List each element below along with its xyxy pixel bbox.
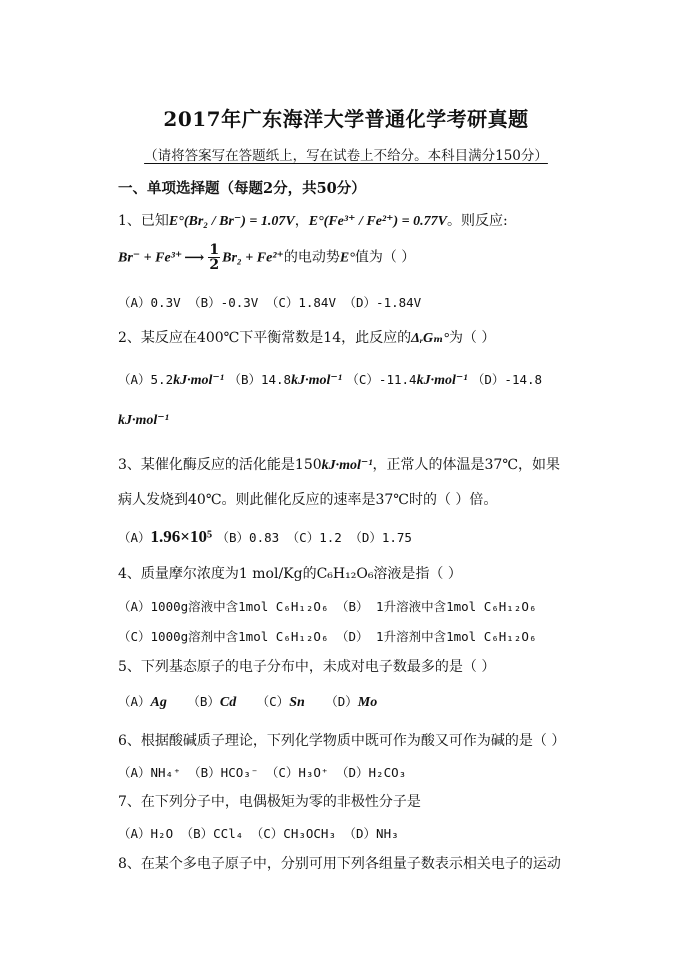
question-5-stem: 5、下列基态原子的电子分布中，未成对电子数最多的是（ ） <box>118 659 496 675</box>
instructions-text: （请将答案写在答题纸上，写在试卷上不给分。本科目满分150分） <box>144 148 548 164</box>
question-6-options: （A）NH₄⁺ （B）HCO₃⁻ （C）H₃O⁺ （D）H₂CO₃ <box>118 765 407 780</box>
question-7-stem: 7、在下列分子中，电偶极矩为零的非极性分子是 <box>118 794 421 810</box>
question-1-reaction: Br⁻ + Fe³⁺ ⟶ $\frac{1}{2}$ Br₂ + Fe²⁺的电动势E°值为（ ） <box>118 242 416 273</box>
reaction-arrow: ⟶ <box>184 250 205 266</box>
formula-e-br: E°(Br₂ / Br⁻) = 1.07V <box>168 214 295 229</box>
question-2-stem: 2、某反应在400℃下平衡常数是14，此反应的ΔᵣGₘ°为（ ） <box>118 330 496 346</box>
page-title: 2017年广东海洋大学普通化学考研真题 <box>163 107 529 131</box>
question-3-stem-line1: 3、某催化酶反应的活化能是150kJ·mol⁻¹，正常人的体温是37℃，如果 <box>118 457 560 473</box>
formula-e-fe: E°(Fe³⁺ / Fe²⁺) = 0.77V <box>308 214 447 229</box>
question-7-options: （A）H₂O （B）CCl₄ （C）CH₃OCH₃ （D）NH₃ <box>118 826 399 841</box>
reaction-reactants: Br⁻ + Fe³⁺ <box>118 250 183 266</box>
question-5-options: （A）Ag （B）Cd （C）Sn （D）Mo <box>118 694 378 710</box>
exam-instructions <box>0 144 692 164</box>
emf-symbol: E° <box>339 250 355 266</box>
gibbs-symbol: ΔᵣGₘ° <box>411 331 449 346</box>
option-a-value: 1.96×10⁵ <box>150 527 213 546</box>
question-4-options-cd: （C）1000g溶剂中含1mol C₆H₁₂O₆ （D） 1升溶剂中含1mol C₆H₁₂O₆ <box>118 629 537 644</box>
section-heading: 一、单项选择题（每题2分，共50分） <box>118 180 366 197</box>
question-1-options: （A）0.3V （B）-0.3V （C）1.84V （D）-1.84V <box>118 295 422 310</box>
question-2-options: （A）5.2kJ·mol⁻¹ （B）14.8kJ·mol⁻¹ （C）-11.4kJ·mol⁻¹ （D）-14.8 <box>118 372 543 388</box>
question-4-stem: 4、质量摩尔浓度为1 mol/Kg的C₆H₁₂O₆溶液是指（ ） <box>118 566 462 582</box>
reaction-products: Br₂ + Fe²⁺ <box>222 250 284 266</box>
question-4-options-ab: （A）1000g溶液中含1mol C₆H₁₂O₆ （B） 1升溶液中含1mol C₆H₁₂O₆ <box>118 599 537 614</box>
question-6-stem: 6、根据酸碱质子理论，下列化学物质中既可作为酸又可作为碱的是（ ） <box>118 733 566 749</box>
question-3-options: （A）1.96×10⁵ （B）0.83 （C）1.2 （D）1.75 <box>118 527 412 546</box>
question-8-stem: 8、在某个多电子原子中，分别可用下列各组量子数表示相关电子的运动 <box>118 856 561 872</box>
question-1-stem: 1、已知E°(Br₂ / Br⁻) = 1.07V，E°(Fe³⁺ / Fe²⁺) = 0.77V。则反应: <box>118 213 508 229</box>
question-3-stem-line2: 病人发烧到40℃。则此催化反应的速率是37℃时的（ ）倍。 <box>118 492 498 508</box>
fraction-one-half: $\frac{1}{2}$ <box>209 242 220 273</box>
question-2-unit-wrap: kJ·mol⁻¹ <box>118 413 169 428</box>
